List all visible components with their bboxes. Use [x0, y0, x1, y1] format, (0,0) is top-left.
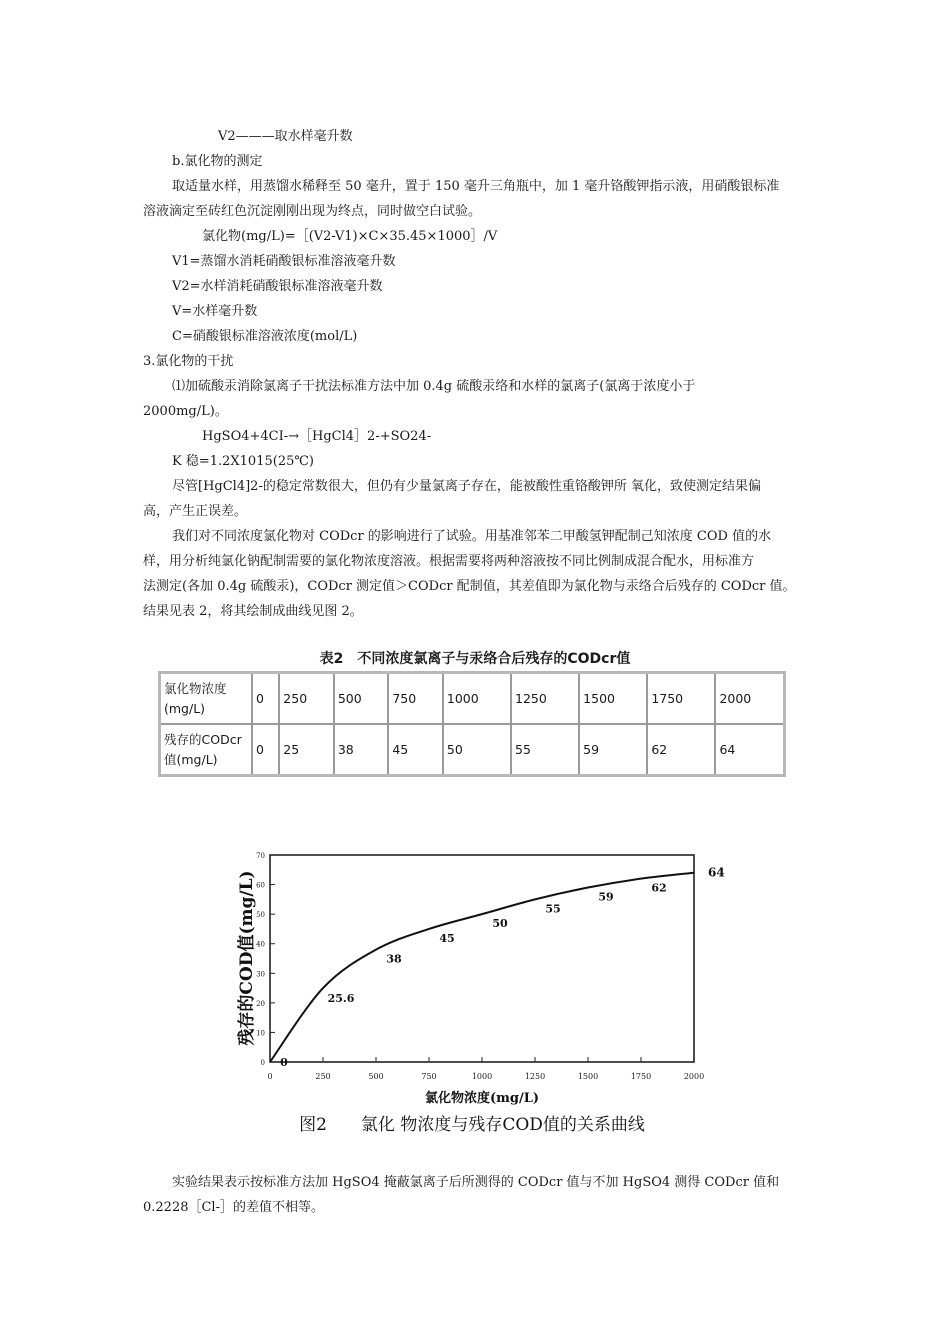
x-tick-label: 2000 — [683, 1072, 705, 1081]
x-tick-label: 750 — [421, 1072, 437, 1081]
data-point-label: 38 — [386, 952, 402, 966]
data-point-label: 64 — [708, 865, 725, 880]
y-tick-label: 70 — [256, 852, 265, 860]
data-point-label: 50 — [492, 917, 508, 931]
x-tick-label: 1000 — [471, 1072, 493, 1081]
table-cell: 59 — [579, 724, 647, 776]
y-tick-label: 60 — [256, 881, 265, 890]
y-tick-label: 10 — [256, 1029, 265, 1038]
x-tick-label: 0 — [267, 1072, 273, 1081]
section-heading-interference: 3.氯化物的干扰 — [143, 354, 234, 369]
table-cell: 0 — [252, 673, 279, 725]
paragraph-experiment-line2: 样，用分析纯氯化钠配制需要的氯化物浓度溶液。根据需要将两种溶液按不同比例制成混合配水，用标准方 — [143, 554, 755, 569]
table-cell: 45 — [388, 724, 443, 776]
definition-c: C=硝酸银标准溶液浓度(mol/L) — [172, 329, 358, 344]
paragraph-experiment-line4: 结果见表 2，将其绘制成曲线见图 2。 — [143, 604, 363, 619]
y-tick-label: 20 — [256, 999, 265, 1008]
table-cell: 750 — [388, 673, 443, 725]
table-header-concentration: 氯化物浓度(mg/L) — [160, 673, 253, 725]
paragraph-mercury-line1: ⑴加硫酸汞消除氯离子干扰法标准方法中加 0.4g 硫酸汞络和水样的氯离子(氯离于浓度小于 — [172, 379, 696, 394]
table-cell: 25 — [279, 724, 334, 776]
paragraph-experiment-line3: 法测定(各加 0.4g 硫酸汞)，CODcr 测定值＞CODcr 配制值，其差值即为氯化物与汞络合后残存的 CODcr 值。 — [143, 579, 796, 594]
table-cell: 250 — [279, 673, 334, 725]
table-cell: 38 — [334, 724, 389, 776]
x-tick-label: 500 — [368, 1072, 384, 1081]
definition-v2: V2=水样消耗硝酸银标准溶液毫升数 — [172, 279, 383, 294]
y-tick-label: 0 — [260, 1059, 265, 1067]
data-point-label: 45 — [439, 931, 455, 945]
y-tick-label: 40 — [256, 940, 265, 949]
data-point-label: 55 — [545, 902, 561, 916]
data-point-label: 0 — [280, 1056, 288, 1069]
table-row-concentration — [160, 673, 785, 725]
table-cell: 500 — [334, 673, 389, 725]
table-cell: 64 — [715, 724, 784, 776]
table-caption: 表2 不同浓度氯离子与汞络合后残存的CODcr值 — [319, 651, 631, 667]
x-tick-label: 250 — [315, 1072, 331, 1081]
table-cell: 2000 — [715, 673, 784, 725]
chart-x-axis-label: 氯化物浓度(mg/L) — [424, 1091, 540, 1106]
table-cell: 1500 — [579, 673, 647, 725]
chart-y-axis-label: 残存的COD值(mg/L) — [237, 870, 257, 1046]
table-cell: 62 — [647, 724, 715, 776]
definition-v: V=水样毫升数 — [172, 304, 258, 319]
data-point-label: 59 — [598, 890, 614, 904]
x-tick-label: 1750 — [630, 1072, 652, 1081]
formula-chloride: 氯化物(mg/L)=［(V2-V1)×C×35.45×1000］/V — [202, 229, 498, 244]
y-axis-ticks — [256, 852, 275, 1067]
plot-area-frame — [270, 855, 694, 1062]
table-cell: 1750 — [647, 673, 715, 725]
stability-constant: K 稳=1.2X1015(25℃) — [172, 454, 314, 469]
series-line-residual-cod — [270, 873, 694, 1062]
data-point-label: 25.6 — [327, 992, 355, 1006]
paragraph-error-line2: 高，产生正误差。 — [143, 504, 248, 519]
figure-caption: 图2 氯化 物浓度与残存COD值的关系曲线 — [299, 1115, 645, 1135]
residual-cod-chart — [228, 840, 725, 1140]
residual-cod-table — [158, 671, 786, 777]
table-header-residual-cod: 残存的CODcr值(mg/L) — [160, 724, 253, 776]
y-tick-label: 30 — [256, 970, 265, 979]
paragraph-procedure-line1: 取适量水样，用蒸馏水稀释至 50 毫升，置于 150 毫升三角瓶中，加 1 毫升铬酸钾指示液，用硝酸银标准 — [172, 179, 780, 194]
table-cell: 1000 — [443, 673, 511, 725]
paragraph-conclusion-line2: 0.2228［Cl-］的差值不相等。 — [143, 1200, 324, 1215]
paragraph-error-line1: 尽管[HgCl4]2-的稳定常数很大，但仍有少量氯离子存在，能被酸性重铬酸钾所 氧化，致使测定结果偏 — [172, 479, 761, 494]
paragraph-procedure-line2: 溶液滴定至砖红色沉淀刚刚出现为终点，同时做空白试验。 — [143, 204, 482, 219]
paragraph-mercury-line2: 2000mg/L)。 — [143, 404, 228, 419]
table-cell: 55 — [511, 724, 579, 776]
definition-v1: V1=蒸馏水消耗硝酸银标准溶液毫升数 — [172, 254, 396, 269]
paragraph-experiment-line1: 我们对不同浓度氯化物对 CODcr 的影响进行了试验。用基准邻苯二甲酸氢钾配制己知浓度 COD 值的水 — [172, 529, 772, 544]
y-tick-label: 50 — [256, 911, 265, 920]
table-row-residual-cod — [160, 724, 785, 776]
table-cell: 1250 — [511, 673, 579, 725]
table-cell: 50 — [443, 724, 511, 776]
subheading-chloride-determination: b.氯化物的测定 — [172, 154, 263, 169]
paragraph-conclusion-line1: 实验结果表示按标准方法加 HgSO4 掩蔽氯离子后所测得的 CODcr 值与不加 HgSO4 测得 CODcr 值和 — [172, 1175, 780, 1190]
table-cell: 0 — [252, 724, 279, 776]
x-tick-label: 1250 — [524, 1072, 546, 1081]
text-v2-definition: V2———取水样毫升数 — [218, 129, 353, 144]
data-point-label: 62 — [651, 881, 667, 895]
x-axis-ticks — [267, 1057, 704, 1081]
reaction-equation: HgSO4+4CI-→［HgCl4］2-+SO24- — [202, 429, 432, 444]
x-tick-label: 1500 — [577, 1072, 599, 1081]
